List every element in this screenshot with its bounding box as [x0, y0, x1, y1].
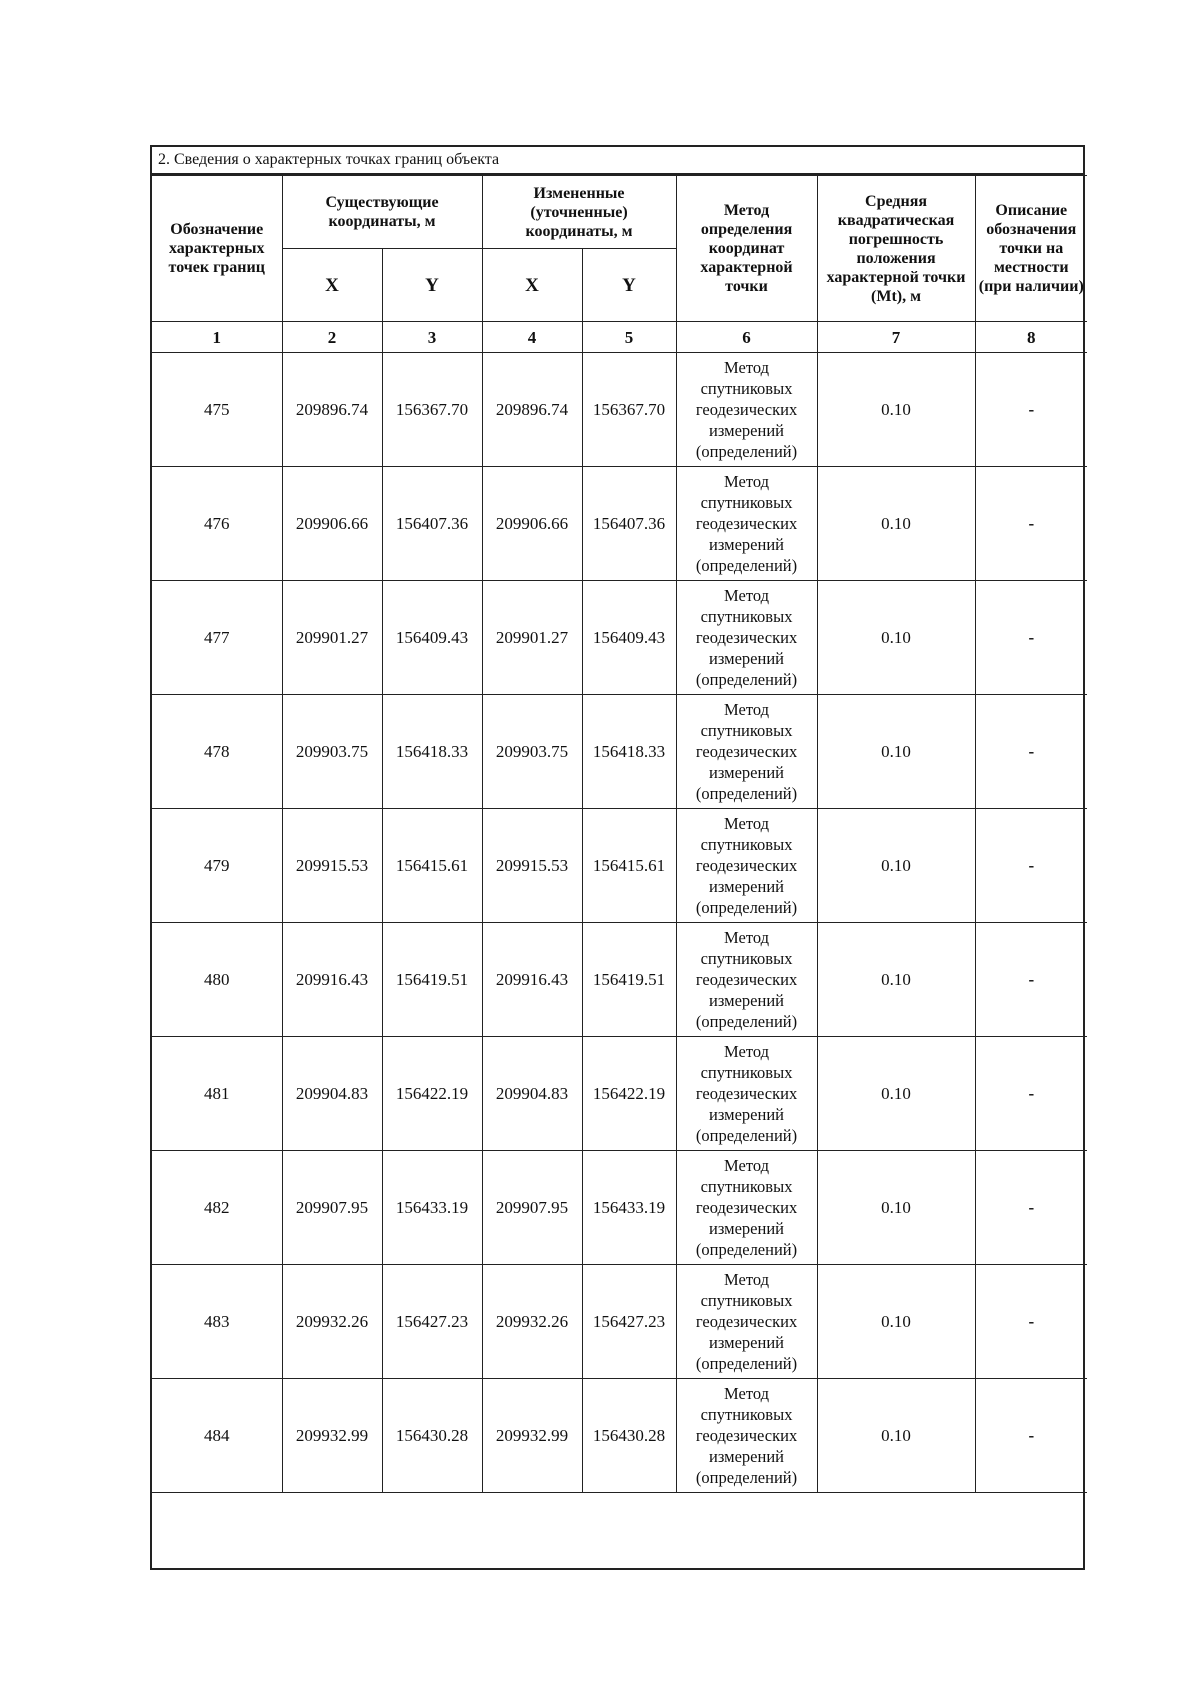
method-line: геодезических [695, 628, 798, 647]
method-line: (определений) [695, 1354, 798, 1373]
method-line: измерений [709, 763, 784, 782]
existing-y-cell: 156418.33 [382, 695, 482, 809]
boundary-points-table [152, 175, 1087, 1553]
changed-x-cell: 209903.75 [482, 695, 582, 809]
changed-x-cell: 209901.27 [482, 581, 582, 695]
method-line: измерений [709, 421, 784, 440]
header-changed-coordinates: Измененные (уточненные) координаты, м [482, 176, 676, 249]
error-cell: 0.10 [817, 1265, 975, 1379]
method-line: (определений) [695, 556, 798, 575]
method-line: геодезических [695, 1312, 798, 1331]
changed-y-cell: 156427.23 [582, 1265, 676, 1379]
table-row [152, 467, 1087, 581]
table-row [152, 353, 1087, 467]
table-row [152, 809, 1087, 923]
existing-x-cell: 209903.75 [282, 695, 382, 809]
error-cell: 0.10 [817, 1037, 975, 1151]
point-id-cell: 479 [152, 809, 282, 923]
column-number: 8 [975, 322, 1087, 353]
existing-x-cell: 209907.95 [282, 1151, 382, 1265]
changed-y-cell: 156418.33 [582, 695, 676, 809]
header-changed-x: X [482, 249, 582, 322]
error-cell: 0.10 [817, 1151, 975, 1265]
method-cell [676, 467, 817, 581]
method-line: геодезических [695, 1084, 798, 1103]
method-line: измерений [709, 1219, 784, 1238]
description-cell: - [975, 1265, 1087, 1379]
changed-y-cell: 156407.36 [582, 467, 676, 581]
existing-y-cell: 156433.19 [382, 1151, 482, 1265]
column-number: 6 [676, 322, 817, 353]
header-existing-y: Y [382, 249, 482, 322]
method-line: спутниковых [700, 607, 793, 626]
method-cell [676, 923, 817, 1037]
existing-y-cell: 156427.23 [382, 1265, 482, 1379]
existing-y-cell: 156415.61 [382, 809, 482, 923]
point-id-cell: 483 [152, 1265, 282, 1379]
table-row [152, 1265, 1087, 1379]
existing-x-cell: 209901.27 [282, 581, 382, 695]
header-error: Средняя квадратическая погрешность положения характерной точки (Mt), м [817, 176, 975, 322]
section-title: 2. Сведения о характерных точках границ объекта [152, 147, 1083, 175]
table-row [152, 1379, 1087, 1493]
changed-y-cell: 156433.19 [582, 1151, 676, 1265]
point-id-cell: 481 [152, 1037, 282, 1151]
method-line: геодезических [695, 1426, 798, 1445]
method-cell [676, 809, 817, 923]
table-row [152, 1037, 1087, 1151]
method-line: (определений) [695, 670, 798, 689]
header-changed-y: Y [582, 249, 676, 322]
description-cell: - [975, 353, 1087, 467]
description-cell: - [975, 1037, 1087, 1151]
header-method: Метод определения координат характерной точки [676, 176, 817, 322]
error-cell: 0.10 [817, 581, 975, 695]
point-id-cell: 477 [152, 581, 282, 695]
changed-x-cell: 209906.66 [482, 467, 582, 581]
point-id-cell: 475 [152, 353, 282, 467]
method-line: спутниковых [700, 721, 793, 740]
method-line: измерений [709, 1333, 784, 1352]
description-cell: - [975, 1151, 1087, 1265]
method-line: (определений) [695, 784, 798, 803]
column-number: 3 [382, 322, 482, 353]
method-line: геодезических [695, 514, 798, 533]
empty-row [152, 1493, 1087, 1554]
method-line: спутниковых [700, 379, 793, 398]
column-number: 7 [817, 322, 975, 353]
point-id-cell: 480 [152, 923, 282, 1037]
existing-x-cell: 209904.83 [282, 1037, 382, 1151]
method-cell [676, 1151, 817, 1265]
method-cell [676, 1037, 817, 1151]
description-cell: - [975, 695, 1087, 809]
existing-x-cell: 209932.99 [282, 1379, 382, 1493]
header-existing-x: X [282, 249, 382, 322]
description-cell: - [975, 467, 1087, 581]
method-line: (определений) [695, 1012, 798, 1031]
existing-y-cell: 156367.70 [382, 353, 482, 467]
table-row [152, 695, 1087, 809]
point-id-cell: 478 [152, 695, 282, 809]
method-line: Метод [724, 1042, 769, 1061]
changed-x-cell: 209907.95 [482, 1151, 582, 1265]
method-line: измерений [709, 535, 784, 554]
document-sheet [150, 145, 1085, 1570]
changed-y-cell: 156415.61 [582, 809, 676, 923]
error-cell: 0.10 [817, 467, 975, 581]
method-cell [676, 581, 817, 695]
point-id-cell: 476 [152, 467, 282, 581]
description-cell: - [975, 809, 1087, 923]
error-cell: 0.10 [817, 695, 975, 809]
column-number: 4 [482, 322, 582, 353]
method-line: измерений [709, 649, 784, 668]
method-line: (определений) [695, 442, 798, 461]
changed-x-cell: 209916.43 [482, 923, 582, 1037]
point-id-cell: 482 [152, 1151, 282, 1265]
method-line: Метод [724, 1270, 769, 1289]
method-line: измерений [709, 1105, 784, 1124]
method-line: геодезических [695, 742, 798, 761]
error-cell: 0.10 [817, 353, 975, 467]
description-cell: - [975, 923, 1087, 1037]
header-point-designation: Обозначение характерных точек границ [152, 176, 282, 322]
changed-x-cell: 209915.53 [482, 809, 582, 923]
method-line: спутниковых [700, 1405, 793, 1424]
changed-y-cell: 156367.70 [582, 353, 676, 467]
method-line: измерений [709, 991, 784, 1010]
method-line: Метод [724, 472, 769, 491]
method-line: (определений) [695, 1240, 798, 1259]
method-line: Метод [724, 814, 769, 833]
method-line: спутниковых [700, 493, 793, 512]
error-cell: 0.10 [817, 809, 975, 923]
method-line: Метод [724, 1156, 769, 1175]
existing-y-cell: 156422.19 [382, 1037, 482, 1151]
method-line: Метод [724, 358, 769, 377]
method-line: спутниковых [700, 1063, 793, 1082]
point-id-cell: 484 [152, 1379, 282, 1493]
changed-x-cell: 209896.74 [482, 353, 582, 467]
table-row [152, 923, 1087, 1037]
existing-y-cell: 156409.43 [382, 581, 482, 695]
column-number: 5 [582, 322, 676, 353]
column-number: 1 [152, 322, 282, 353]
existing-y-cell: 156407.36 [382, 467, 482, 581]
method-line: (определений) [695, 1126, 798, 1145]
method-line: Метод [724, 586, 769, 605]
method-cell [676, 353, 817, 467]
method-line: геодезических [695, 400, 798, 419]
description-cell: - [975, 581, 1087, 695]
changed-x-cell: 209932.99 [482, 1379, 582, 1493]
method-line: измерений [709, 877, 784, 896]
method-line: спутниковых [700, 949, 793, 968]
changed-x-cell: 209904.83 [482, 1037, 582, 1151]
error-cell: 0.10 [817, 923, 975, 1037]
changed-x-cell: 209932.26 [482, 1265, 582, 1379]
method-cell [676, 1265, 817, 1379]
method-line: спутниковых [700, 835, 793, 854]
table-row [152, 581, 1087, 695]
method-line: Метод [724, 928, 769, 947]
method-line: геодезических [695, 1198, 798, 1217]
method-line: измерений [709, 1447, 784, 1466]
method-line: Метод [724, 700, 769, 719]
method-line: (определений) [695, 898, 798, 917]
method-line: Метод [724, 1384, 769, 1403]
method-line: (определений) [695, 1468, 798, 1487]
method-line: геодезических [695, 856, 798, 875]
column-number: 2 [282, 322, 382, 353]
method-line: спутниковых [700, 1291, 793, 1310]
changed-y-cell: 156422.19 [582, 1037, 676, 1151]
empty-cell [152, 1493, 1087, 1554]
existing-y-cell: 156430.28 [382, 1379, 482, 1493]
method-line: спутниковых [700, 1177, 793, 1196]
header-description: Описание обозначения точки на местности (при наличии) [975, 176, 1087, 322]
description-cell: - [975, 1379, 1087, 1493]
table-body [152, 353, 1087, 1554]
changed-y-cell: 156409.43 [582, 581, 676, 695]
table-row [152, 1151, 1087, 1265]
existing-y-cell: 156419.51 [382, 923, 482, 1037]
method-cell [676, 1379, 817, 1493]
changed-y-cell: 156430.28 [582, 1379, 676, 1493]
existing-x-cell: 209896.74 [282, 353, 382, 467]
method-cell [676, 695, 817, 809]
changed-y-cell: 156419.51 [582, 923, 676, 1037]
existing-x-cell: 209932.26 [282, 1265, 382, 1379]
existing-x-cell: 209906.66 [282, 467, 382, 581]
existing-x-cell: 209916.43 [282, 923, 382, 1037]
existing-x-cell: 209915.53 [282, 809, 382, 923]
header-existing-coordinates: Существующие координаты, м [282, 176, 482, 249]
method-line: геодезических [695, 970, 798, 989]
error-cell: 0.10 [817, 1379, 975, 1493]
